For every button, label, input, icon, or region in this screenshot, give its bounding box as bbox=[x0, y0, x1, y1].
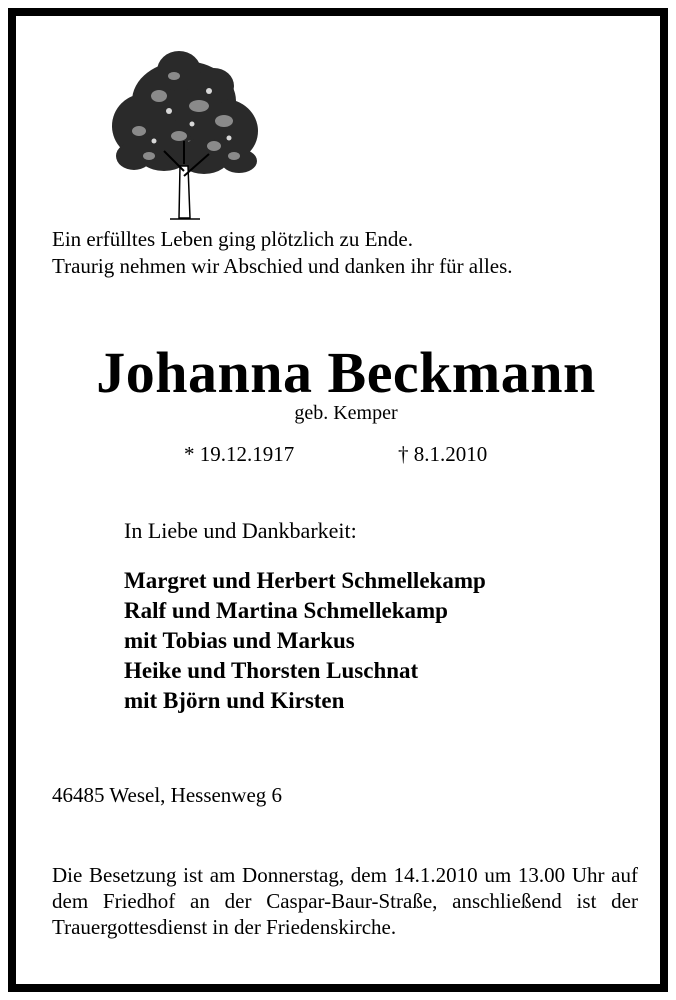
mourner-line: Ralf und Martina Schmellekamp bbox=[124, 598, 448, 623]
obituary-frame bbox=[8, 8, 668, 992]
intro-line-1: Ein erfülltes Leben ging plötzlich zu Ende. bbox=[52, 227, 413, 251]
intro-line-2: Traurig nehmen wir Abschied und danken ihr für alles. bbox=[52, 254, 513, 278]
birth-date: * 19.12.1917 bbox=[184, 442, 295, 466]
mourners-heading: In Liebe und Dankbarkeit: bbox=[124, 518, 357, 543]
funeral-notice: Die Besetzung ist am Donnerstag, dem 14.1.2010 um 13.00 Uhr auf dem Friedhof an der Caspar-Baur-Straße, anschließend ist der Trauergottesdienst in der Friedenskirche. bbox=[52, 863, 638, 939]
birth-name: geb. Kemper bbox=[294, 402, 398, 424]
mourner-line: mit Tobias und Markus bbox=[124, 628, 355, 653]
mourner-line: Heike und Thorsten Luschnat bbox=[124, 658, 419, 683]
death-date: † 8.1.2010 bbox=[398, 442, 488, 466]
address: 46485 Wesel, Hessenweg 6 bbox=[52, 783, 283, 807]
mourner-line: mit Björn und Kirsten bbox=[124, 688, 345, 713]
deceased-name: Johanna Beckmann bbox=[96, 340, 596, 405]
mourner-line: Margret und Herbert Schmellekamp bbox=[124, 568, 486, 593]
tree-icon bbox=[104, 46, 264, 226]
